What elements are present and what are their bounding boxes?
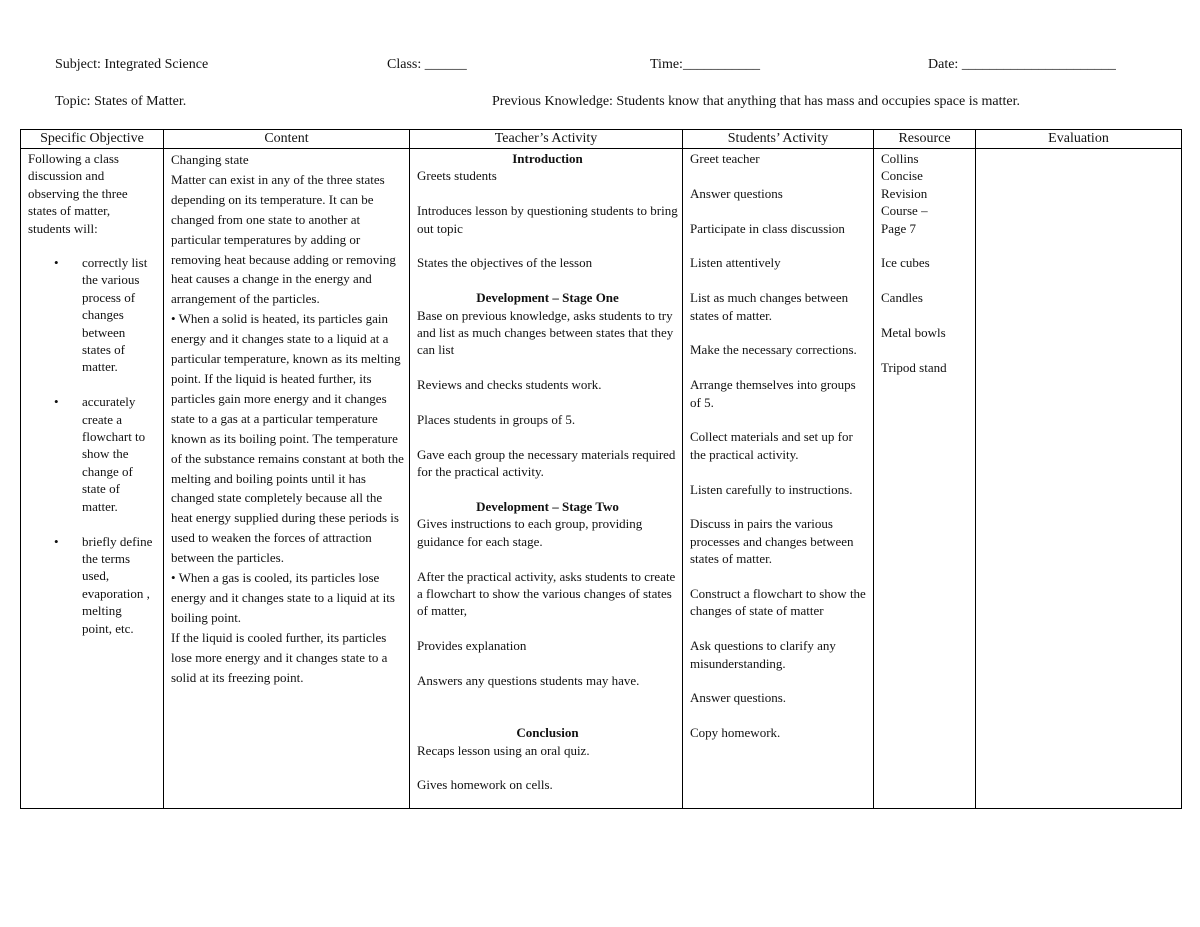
previous-knowledge-field: Previous Knowledge: Students know that anything that has mass and occupies space is matter.	[492, 94, 1021, 109]
content-cell	[164, 149, 410, 809]
resource-item: Tripod stand	[881, 359, 947, 375]
resource-item: Metal bowls	[881, 325, 946, 341]
student-activity-item: Ask questions to clarify any misunderstanding.	[690, 638, 836, 671]
resource-item: Ice cubes	[881, 255, 930, 271]
lesson-plan-table	[20, 129, 1182, 809]
resource-cell	[874, 149, 976, 809]
teacher-activity-item: Places students in groups of 5.	[417, 412, 576, 428]
teacher-activity-item: Reviews and checks students work.	[417, 377, 602, 393]
student-activity-item: Participate in class discussion	[690, 220, 845, 236]
table-header-row	[21, 130, 1182, 149]
teacher-activity-item: Greets students	[417, 168, 497, 184]
teacher-activity-item: Answers any questions students may have.	[417, 673, 640, 689]
list-item: • correctly list the various process of changes between states of matter.	[54, 255, 148, 375]
column-header-teacher: Teacher’s Activity	[410, 130, 683, 149]
teacher-activity-item: Gave each group the necessary materials required for the practical activity.	[417, 446, 676, 480]
teacher-activity-item: Gives instructions to each group, providing guidance for each stage.	[417, 516, 643, 549]
topic-field: Topic: States of Matter.	[55, 94, 187, 109]
bullet-icon: •	[54, 533, 59, 549]
student-activity-item: Collect materials and set up for the practical activity.	[690, 429, 853, 462]
introduction-heading: Introduction	[512, 151, 583, 166]
student-activity-item: Arrange themselves into groups of 5.	[690, 377, 856, 410]
time-field: Time:___________	[650, 57, 760, 72]
teacher-activity-item: Introduces lesson by questioning students to bring out topic	[417, 203, 678, 236]
conclusion-heading: Conclusion	[516, 725, 579, 741]
student-activity-item: List as much changes between states of matter.	[690, 290, 849, 323]
students-activity-cell	[683, 149, 874, 809]
list-item: • accurately create a flowchart to show the change of state of matter.	[54, 394, 146, 514]
student-activity-item: Listen carefully to instructions.	[690, 481, 853, 497]
student-activity-item: Listen attentively	[690, 255, 781, 271]
subject-field: Subject: Integrated Science	[55, 57, 209, 72]
student-activity-item: Construct a flowchart to show the changes of state of matter	[690, 586, 866, 619]
column-header-evaluation: Evaluation	[976, 130, 1182, 149]
teacher-activity-item: Base on previous knowledge, asks students to try and list as much changes between states that they can list	[417, 307, 674, 358]
teacher-activity-cell	[410, 149, 683, 809]
column-header-resource: Resource	[874, 130, 976, 149]
list-item: • briefly define the terms used, evaporation , melting point, etc.	[54, 533, 153, 636]
teacher-activity-item: Recaps lesson using an oral quiz.	[417, 742, 590, 758]
content-heading: Changing state	[171, 152, 249, 167]
bullet-icon: •	[54, 394, 59, 410]
resource-item: Candles	[881, 290, 923, 306]
student-activity-item: Answer questions	[690, 185, 783, 201]
objective-list	[28, 254, 159, 637]
content-body: Matter can exist in any of the three states depending on its temperature. It can be changed from one state to another at particular temperatures by adding or removing heat because adding or removing heat causes a change in the energy and arrangement of the particles. • When a solid is heated, its particles gain energy and it changes state to a liquid at a particular temperature, known as its melting point. If the liquid is heated further, its particles gain more energy and it changes state to a gas at a particular temperature known as its boiling point. The temperature of the substance remains constant at both the melting and boiling points until it has changed state completely because all the heat energy supplied during these periods is used to weaken the forces of attraction between the particles. • When a gas is cooled, its particles lose energy and it changes state to a liquid at its boiling point. If the liquid is cooled further, its particles lose more energy and it changes state to a solid at its freezing point.	[171, 171, 404, 685]
bullet-icon: •	[54, 255, 59, 271]
stage-one-heading: Development – Stage One	[476, 290, 619, 306]
table-row	[21, 149, 1182, 809]
student-activity-item: Discuss in pairs the various processes and changes between states of matter.	[690, 516, 854, 567]
resource-item: Collins Concise Revision Course – Page 7	[881, 151, 928, 236]
objective-cell	[21, 149, 164, 809]
student-activity-item: Make the necessary corrections.	[690, 342, 857, 358]
student-activity-item: Greet teacher	[690, 151, 760, 166]
column-header-objective: Specific Objective	[21, 130, 164, 149]
teacher-activity-item: States the objectives of the lesson	[417, 255, 593, 271]
teacher-activity-item: After the practical activity, asks students to create a flowchart to show the various changes of states of matter,	[417, 568, 676, 619]
column-header-students: Students’ Activity	[683, 130, 874, 149]
date-field: Date: ______________________	[928, 57, 1116, 72]
column-header-content: Content	[164, 130, 410, 149]
stage-two-heading: Development – Stage Two	[476, 499, 619, 515]
evaluation-cell	[976, 149, 1182, 809]
student-activity-item: Copy homework.	[690, 725, 781, 741]
objective-intro: Following a class discussion and observing the three states of matter, students will:	[28, 151, 128, 236]
teacher-activity-item: Provides explanation	[417, 638, 527, 654]
student-activity-item: Answer questions.	[690, 690, 787, 706]
teacher-activity-item: Gives homework on cells.	[417, 777, 553, 793]
class-field: Class: ______	[387, 57, 467, 72]
